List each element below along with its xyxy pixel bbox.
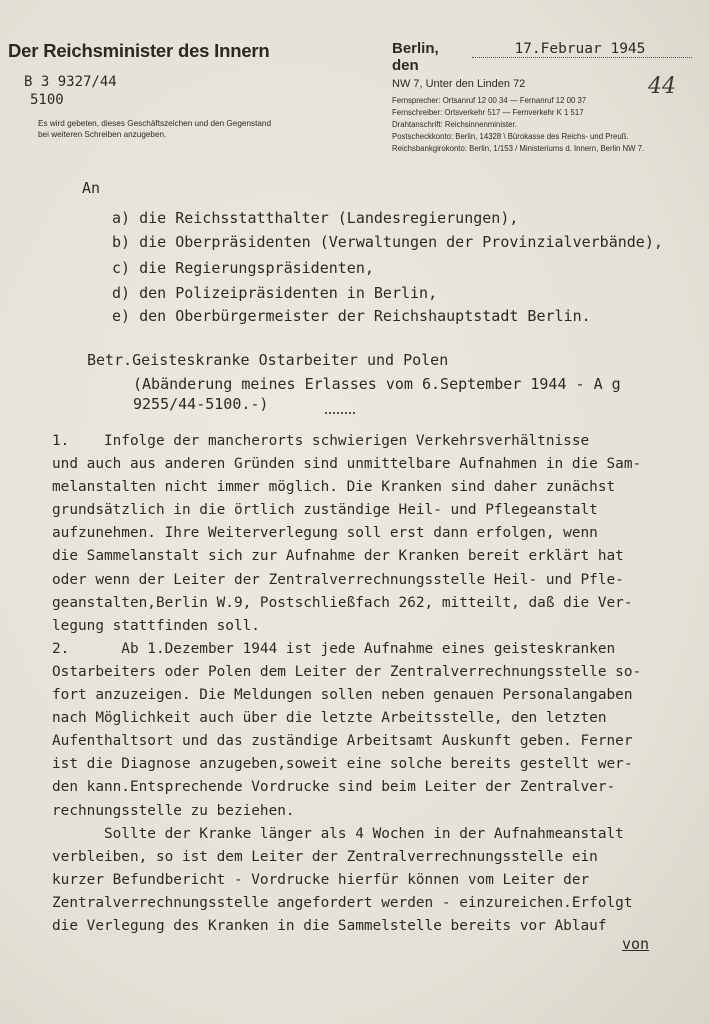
contact-line: Fernschreiber: Ortsverkehr 517 — Fernverkehr K 1 517 <box>392 108 584 117</box>
contact-details <box>392 95 692 155</box>
body-line: verbleiben, so ist dem Leiter der Zentralverrechnungsstelle ein <box>52 848 598 865</box>
body-line: 1. Infolge der mancherorts schwierigen Verkehrsverhältnisse <box>52 433 590 449</box>
body-line: die Sammelanstalt sich zur Aufnahme der Kranken bereit erklärt hat <box>52 548 624 565</box>
contact-line: Drahtanschrift: Reichsinnenminister. <box>392 120 517 129</box>
recipient-a: a) die Reichsstatthalter (Landesregierungen), <box>112 209 519 227</box>
subject-line: Betr.Geisteskranke Ostarbeiter und Polen <box>87 351 449 369</box>
recipient-e: e) den Oberbürgermeister der Reichshauptstadt Berlin. <box>112 307 591 325</box>
body-line: kurzer Befundbericht - Vordrucke hierfür können vom Leiter der <box>52 871 590 888</box>
body-line: Ostarbeiters oder Polen dem Leiter der Zentralverrechnungsstelle so- <box>52 663 642 680</box>
place-date <box>392 40 692 74</box>
body-line: legung stattfinden soll. <box>52 617 260 634</box>
recipient-d: d) den Polizeipräsidenten in Berlin, <box>112 284 438 302</box>
reference-number-2: 5100 <box>30 92 64 108</box>
letterhead-right <box>392 40 692 155</box>
body-line: rechnungsstelle zu beziehen. <box>52 802 295 819</box>
separator-dash <box>325 412 355 414</box>
body-line: aufzunehmen. Ihre Weiterverlegung soll erst dann erfolgen, wenn <box>52 525 598 542</box>
body-line: grundsätzlich in die örtlich zuständige Heil- und Pflegeanstalt <box>52 502 598 519</box>
body-line: fort anzuzeigen. Die Meldungen sollen neben genauen Personalangaben <box>52 687 633 704</box>
body-line: die Verlegung des Kranken in die Sammelstelle bereits vor Ablauf <box>52 917 607 934</box>
recipient-b: b) die Oberpräsidenten (Verwaltungen der Provinzialverbände), <box>112 233 663 251</box>
ministry-name: Der Reichsminister des Innern <box>8 40 270 61</box>
letter-date: 17.Februar 1945 <box>472 41 692 58</box>
ministry-address: NW 7, Unter den Linden 72 <box>392 78 526 90</box>
body-line: geanstalten,Berlin W.9, Postschließfach 262, mitteilt, daß die Ver- <box>52 594 633 611</box>
body-line: melanstalten nicht immer möglich. Die Kranken sind daher zunächst <box>52 479 616 496</box>
body-line: Sollte der Kranke länger als 4 Wochen in der Aufnahmeanstalt <box>52 825 624 842</box>
body-line: nach Möglichkeit auch über die letzte Arbeitsstelle, den letzten <box>52 710 607 727</box>
reference-number: B 3 9327/44 <box>24 74 117 90</box>
recipient-c: c) die Regierungspräsidenten, <box>112 259 374 277</box>
body-line: Zentralverrechnungsstelle angefordert werden - einzureichen.Erfolgt <box>52 894 633 911</box>
body-line: und auch aus anderen Gründen sind unmittelbare Aufnahmen in die Sam- <box>52 456 642 473</box>
body-line: ist die Diagnose anzugeben,soweit eine solche bereits gestellt wer- <box>52 756 633 773</box>
handwritten-page-mark: 44 <box>648 74 676 99</box>
catchword: von <box>622 935 650 953</box>
city-label: Berlin, den <box>392 40 439 74</box>
body-line: oder wenn der Leiter der Zentralverrechnungsstelle Heil- und Pfle- <box>52 571 624 588</box>
body-line: 2. Ab 1.Dezember 1944 ist jede Aufnahme eines geisteskranken <box>52 640 616 657</box>
subject-line-2: (Abänderung meines Erlasses vom 6.September 1944 - A g <box>133 375 621 393</box>
reference-note: Es wird gebeten, dieses Geschäftszeichen und den Gegenstand bei weiteren Schreiben anzugeben. <box>38 119 272 139</box>
contact-line: Postscheckkonto: Berlin, 14328 \ Bürokasse des Reichs- und Preuß. <box>392 132 629 141</box>
body-line: Aufenthaltsort und das zuständige Arbeitsamt Auskunft geben. Ferner <box>52 733 633 750</box>
letterhead-left <box>8 40 308 140</box>
contact-line: Fernsprecher: Ortsanruf 12 00 34 — Fernanruf 12 00 37 <box>392 96 587 105</box>
contact-line: Reichsbankgirokonto: Berlin, 1/153 / Ministeriums d. Innern, Berlin NW 7. <box>392 144 645 153</box>
body-line: den kann.Entsprechende Vordrucke sind beim Leiter der Zentralver- <box>52 779 616 796</box>
letter-body <box>52 430 702 938</box>
subject-line-3: 9255/44-5100.-) <box>133 395 269 413</box>
salutation: An <box>82 179 101 197</box>
